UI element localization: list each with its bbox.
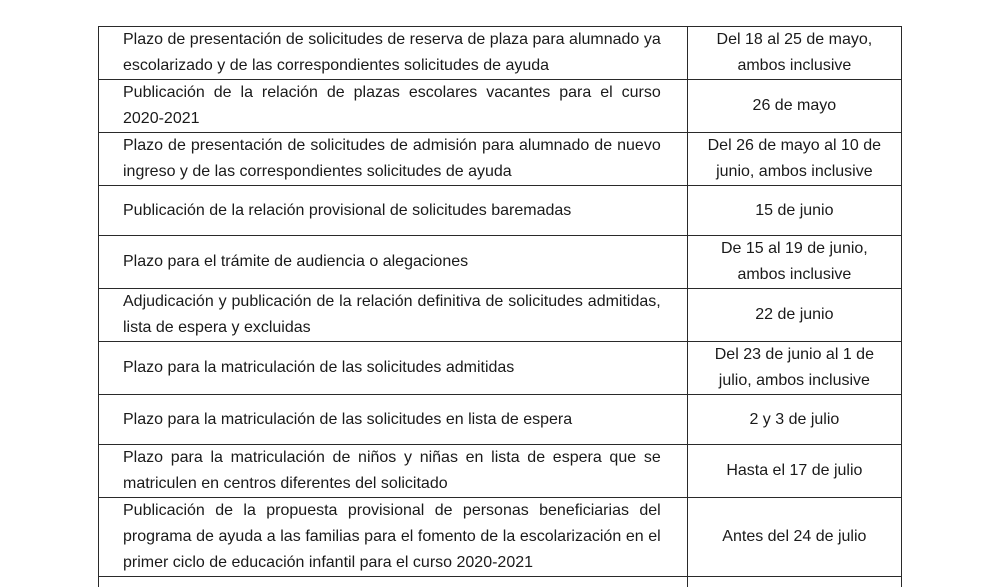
row-description: Plazo para la matriculación de las solicitudes en lista de espera (99, 395, 688, 445)
row-date: 22 de junio (687, 289, 901, 342)
row-date: Del 23 de junio al 1 de julio, ambos inclusive (687, 342, 901, 395)
row-description: Plazo para la matriculación de las solicitudes admitidas (99, 342, 688, 395)
table-row (99, 395, 902, 445)
row-description: Plazo para el trámite de audiencia o alegaciones (99, 236, 688, 289)
row-date: De 15 al 19 de junio, ambos inclusive (687, 236, 901, 289)
row-description: Adjudicación y publicación de la relación definitiva de solicitudes admitidas, lista de espera y excluidas (99, 289, 688, 342)
table-row (99, 498, 902, 577)
row-date: 15 de junio (687, 186, 901, 236)
row-description: Plazo para la matriculación de niños y niñas en lista de espera que se matriculen en centros diferentes del solicitado (99, 445, 688, 498)
row-description: Publicación de la relación provisional de solicitudes baremadas (99, 186, 688, 236)
table-row (99, 80, 902, 133)
schedule-table (98, 26, 902, 587)
row-date: Del 26 de mayo al 10 de junio, ambos inclusive (687, 133, 901, 186)
row-description: Publicación de la relación de plazas escolares vacantes para el curso 2020-2021 (99, 80, 688, 133)
table-row-cutoff (99, 577, 902, 587)
row-date: 2 y 3 de julio (687, 395, 901, 445)
table-row (99, 236, 902, 289)
table-row (99, 289, 902, 342)
cutoff-cell (687, 577, 901, 587)
row-date: Del 18 al 25 de mayo, ambos inclusive (687, 27, 901, 80)
table-row (99, 27, 902, 80)
row-description: Plazo de presentación de solicitudes de reserva de plaza para alumnado ya escolarizado y de las correspondientes solicitudes de ayuda (99, 27, 688, 80)
table-row (99, 133, 902, 186)
table-row (99, 445, 902, 498)
table-row (99, 342, 902, 395)
row-date: 26 de mayo (687, 80, 901, 133)
row-date: Antes del 24 de julio (687, 498, 901, 577)
row-description: Publicación de la propuesta provisional de personas beneficiarias del programa de ayuda a las familias para el fomento de la escolarización en el primer ciclo de educación infantil para el curso 2020-2021 (99, 498, 688, 577)
table-row (99, 186, 902, 236)
row-date: Hasta el 17 de julio (687, 445, 901, 498)
row-description: Plazo de presentación de solicitudes de admisión para alumnado de nuevo ingreso y de las correspondientes solicitudes de ayuda (99, 133, 688, 186)
cutoff-cell (99, 577, 688, 587)
